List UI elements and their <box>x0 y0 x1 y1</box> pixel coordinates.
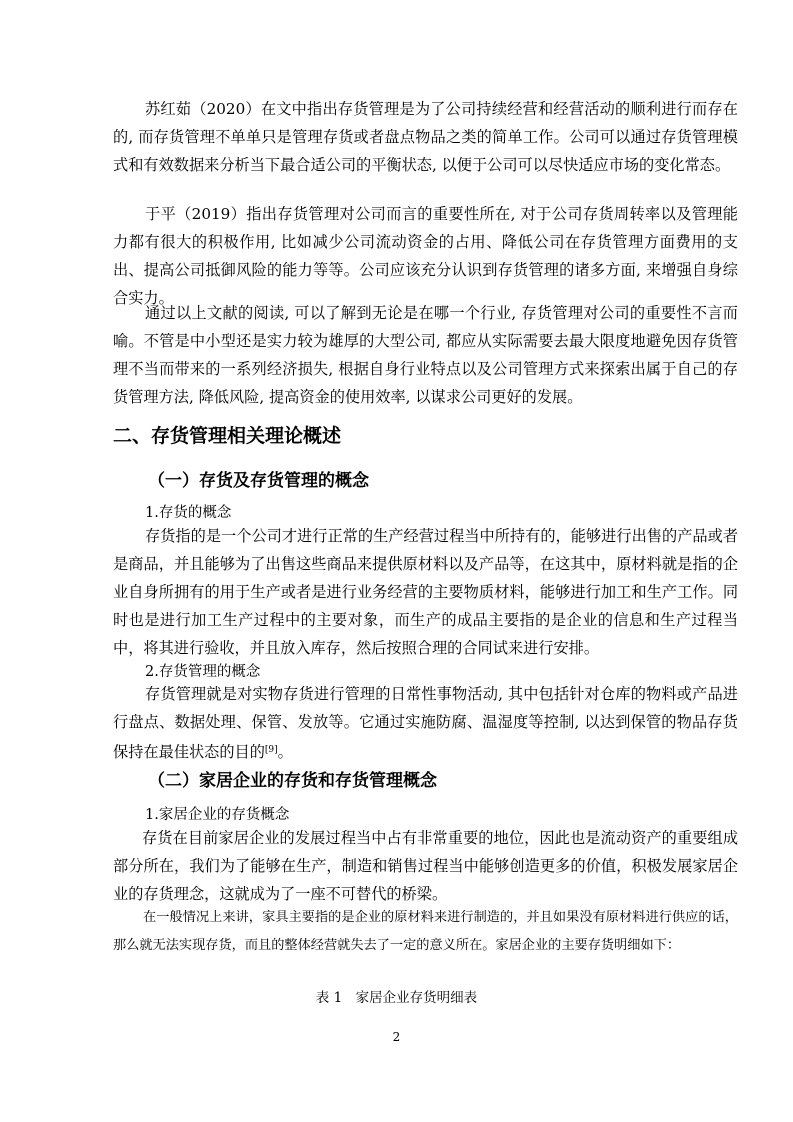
paragraph-home-furnishing-inventory: 存货在目前家居企业的发展过程当中占有非常重要的地位，因此也是流动资产的重要组成部分所在，我们为了能够在生产，制造和销售过程当中能够创造更多的价值，积极发展家居企业的存货理念，这就成为了一座不可替代的桥梁。 <box>113 829 738 903</box>
subsection-heading-home-furnishing: （二）家居企业的存货和存货管理概念 <box>148 771 437 791</box>
heading-inventory-management-concept: 2.存货管理的概念 <box>145 664 261 680</box>
paragraph-su-hongru: 苏红茹（2020）在文中指出存货管理是为了公司持续经营和经营活动的顺利进行而存在的, 而存货管理不单单只是管理存货或者盘点物品之类的简单工作。公司可以通过存货管理模式和有效数据来分析当下最合适公司的平衡状态, 以便于公司可以尽快适应市场的变化常态。 <box>113 100 738 174</box>
subsection-heading-inventory-concept: （一）存货及存货管理的概念 <box>148 471 369 491</box>
heading-inventory-concept: 1.存货的概念 <box>145 505 232 521</box>
section-heading: 二、存货管理相关理论概述 <box>113 425 342 447</box>
page-number: 2 <box>392 1030 401 1044</box>
citation-reference[interactable]: [9] <box>264 745 278 755</box>
heading-home-furnishing-inventory: 1.家居企业的存货概念 <box>145 807 290 823</box>
paragraph-yu-ping: 于平（2019）指出存货管理对公司而言的重要性所在, 对于公司存货周转率以及管理能力都有很大的积极作用, 比如减少公司流动资金的占用、降低公司在存货管理方面费用的支出、提高公司抵御风险的能力等等。公司应该充分认识到存货管理的诸多方面, 来增强自身综合实力。 <box>113 205 738 307</box>
paragraph-literature-summary: 通过以上文献的阅读, 可以了解到无论是在哪一个行业, 存货管理对公司的重要性不言而喻。不管是中小型还是实力较为雄厚的大型公司, 都应从实际需要去最大限度地避免因存货管理不当而带来的一系列经济损失, 根据自身行业特点以及公司管理方式来探索出属于自己的存货管理方法, 降低风险, 提高资金的使用效率, 以谋求公司更好的发展。 <box>113 304 738 406</box>
paragraph-inventory-definition: 存货指的是一个公司才进行正常的生产经营过程当中所持有的，能够进行出售的产品或者是商品，并且能够为了出售这些商品来提供原材料以及产品等，在这其中，原材料就是指的企业自身所拥有的用于生产或者是进行业务经营的主要物质材料，能够进行加工和生产工作。同时也是进行加工生产过程中的主要对象，而生产的成品主要指的是企业的信息和生产过程当中，将其进行验收，并且放入库存，然后按照合理的合同试来进行安排。 <box>113 527 738 657</box>
table-caption: 表 1 家居企业存货明细表 <box>315 990 478 1006</box>
paragraph-raw-materials: 在一般情况上来讲，家具主要指的是企业的原材料来进行制造的，并且如果没有原材料进行供应的话，那么就无法实现存货，而且的整体经营就失去了一定的意义所在。家居企业的主要存货明细如下： <box>113 910 738 953</box>
paragraph-inventory-management-definition <box>113 680 738 766</box>
paragraph-end-mark: 。 <box>277 743 293 761</box>
paragraph-text: 存货管理就是对实物存货进行管理的日常性事物活动, 其中包括针对仓库的物料或产品进行盘点、数据处理、保管、发放等。它通过实施防腐、温湿度等控制, 以达到保管的物品存货保持在最佳状态的目的 <box>113 685 738 761</box>
